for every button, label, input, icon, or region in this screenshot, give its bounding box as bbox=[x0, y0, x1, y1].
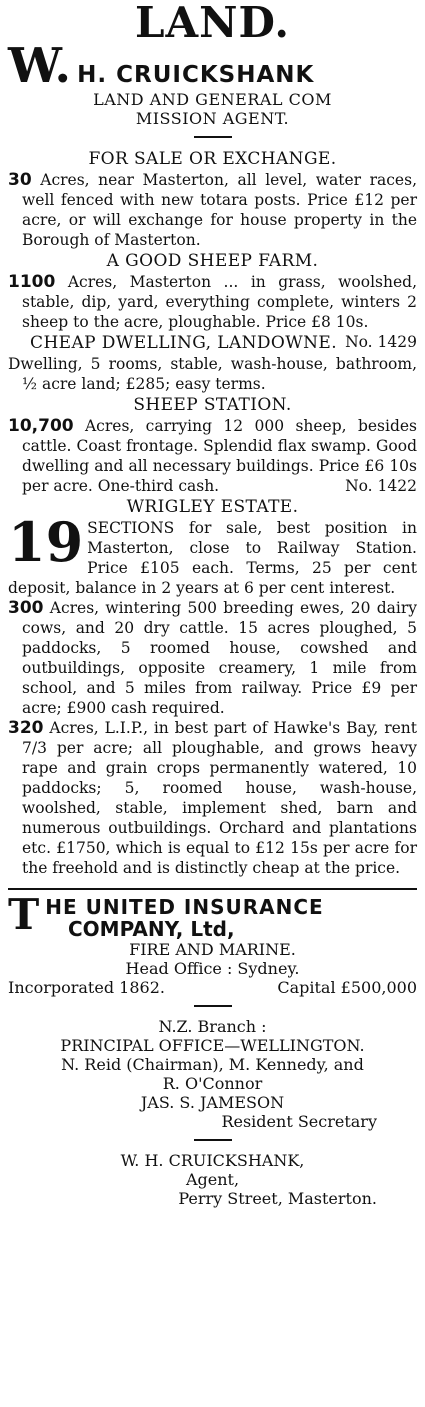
insurance-name-line-1: HE UNITED INSURANCE bbox=[45, 895, 324, 919]
drop-letter: T bbox=[8, 890, 40, 939]
short-divider bbox=[194, 1005, 232, 1007]
lot-size: 320 bbox=[8, 718, 44, 738]
lot-size: 10,700 bbox=[8, 416, 74, 436]
listing-text: Acres, wintering 500 breeding ewes, 20 dairy cows, and 20 dry cattle. 15 acres ploughed, 5 paddocks, 5 roomed house, cowshed and outbuildings, opposite creamery, 1 mile from school, and 5 miles from railway. Price £9 per acre; £900 cash required. bbox=[22, 599, 417, 717]
principal-office: PRINCIPAL OFFICE—WELLINGTON. bbox=[60, 1036, 365, 1055]
lot-size: 300 bbox=[8, 598, 44, 618]
lot-size: 30 bbox=[8, 170, 32, 190]
directors-line-2: R. O'Connor bbox=[162, 1074, 263, 1093]
agent-role-line-2: MISSION AGENT. bbox=[135, 109, 290, 128]
insurance-line-fire: FIRE AND MARINE. bbox=[129, 940, 296, 959]
insurance-name-line-2: COMPANY, Ltd, bbox=[68, 917, 235, 941]
incorporated: Incorporated 1862. bbox=[8, 978, 165, 997]
agent-initial: W. bbox=[8, 38, 72, 94]
listing-text: SECTIONS for sale, best position in Masterton, close to Railway Station. Price £105 each. Terms, 25 per cent deposit, balance in 2 years at 6 per cent interest. bbox=[8, 519, 417, 597]
nz-branch: N.Z. Branch : bbox=[158, 1017, 267, 1036]
secretary-title: Resident Secretary bbox=[221, 1112, 377, 1131]
local-agent-title: Agent, bbox=[185, 1170, 240, 1189]
short-divider bbox=[194, 136, 232, 138]
listing-10700-acres bbox=[8, 416, 417, 496]
listing-number: No. 1429 bbox=[345, 333, 417, 351]
advert-title: LAND. bbox=[134, 0, 291, 47]
listing-text: Acres, L.I.P., in best part of Hawke's Bay, rent 7/3 per acre; all ploughable, and grows heavy rape and grain crops permanently watered, 10 paddocks; 5, roomed house, wash-house, woolshed, stable, implement shed, barn and numerous outbuildings. Orchard and plantations etc. £1750, which is equal to £12 15s per acre for the freehold and is distinctly cheap at the price. bbox=[22, 719, 417, 877]
capital: Capital £500,000 bbox=[277, 978, 417, 997]
cheap-dwelling-heading: CHEAP DWELLING, LANDOWNE. bbox=[30, 333, 338, 353]
listing-wrigley-sections bbox=[8, 510, 417, 598]
sheep-farm-heading: A GOOD SHEEP FARM. bbox=[106, 251, 319, 271]
secretary-name: JAS. S. JAMESON bbox=[140, 1093, 285, 1112]
listing-text: Acres, Masterton ... in grass, woolshed, stable, dip, yard, everything complete, winters 2 sheep to the acre, ploughable. Price £8 10s. bbox=[22, 273, 417, 331]
section-divider bbox=[8, 888, 417, 890]
short-divider bbox=[194, 1139, 232, 1141]
local-agent-name: W. H. CRUICKSHANK, bbox=[120, 1151, 305, 1170]
local-agent-address: Perry Street, Masterton. bbox=[178, 1189, 377, 1208]
listing-text: Acres, carrying 12 000 sheep, besides cattle. Coast frontage. Splendid flax swamp. Good dwelling and all necessary buildings. Price £6 10s per acre. One-third cash. bbox=[22, 417, 417, 495]
listing-dwelling bbox=[8, 354, 417, 394]
drop-numeral: 19 bbox=[8, 510, 84, 574]
incorporation-row bbox=[8, 978, 417, 997]
listing-text: Dwelling, 5 rooms, stable, wash-house, bathroom, ½ acre land; £285; easy terms. bbox=[8, 355, 417, 393]
listings-heading: FOR SALE OR EXCHANGE. bbox=[88, 149, 337, 169]
sheep-station-heading: SHEEP STATION. bbox=[133, 395, 292, 415]
listing-300-acres bbox=[8, 598, 417, 718]
listing-30-acres bbox=[8, 170, 417, 250]
listing-320-acres bbox=[8, 718, 417, 878]
agent-role-line-1: LAND AND GENERAL COM bbox=[93, 90, 332, 109]
agent-banner bbox=[8, 38, 417, 94]
wrigley-heading: WRIGLEY ESTATE. bbox=[126, 497, 299, 517]
directors-line-1: N. Reid (Chairman), M. Kennedy, and bbox=[61, 1055, 364, 1074]
listing-number: No. 1422 bbox=[345, 477, 417, 495]
listing-text: Acres, near Masterton, all level, water races, well fenced with new totara posts. Price £12 per acre, or will exchange for house property in the Borough of Masterton. bbox=[22, 171, 417, 249]
insurance-head-office: Head Office : Sydney. bbox=[125, 959, 300, 978]
agent-name: H. CRUICKSHANK bbox=[77, 62, 315, 88]
lot-size: 1100 bbox=[8, 272, 56, 292]
insurance-advertisement bbox=[8, 890, 417, 1208]
